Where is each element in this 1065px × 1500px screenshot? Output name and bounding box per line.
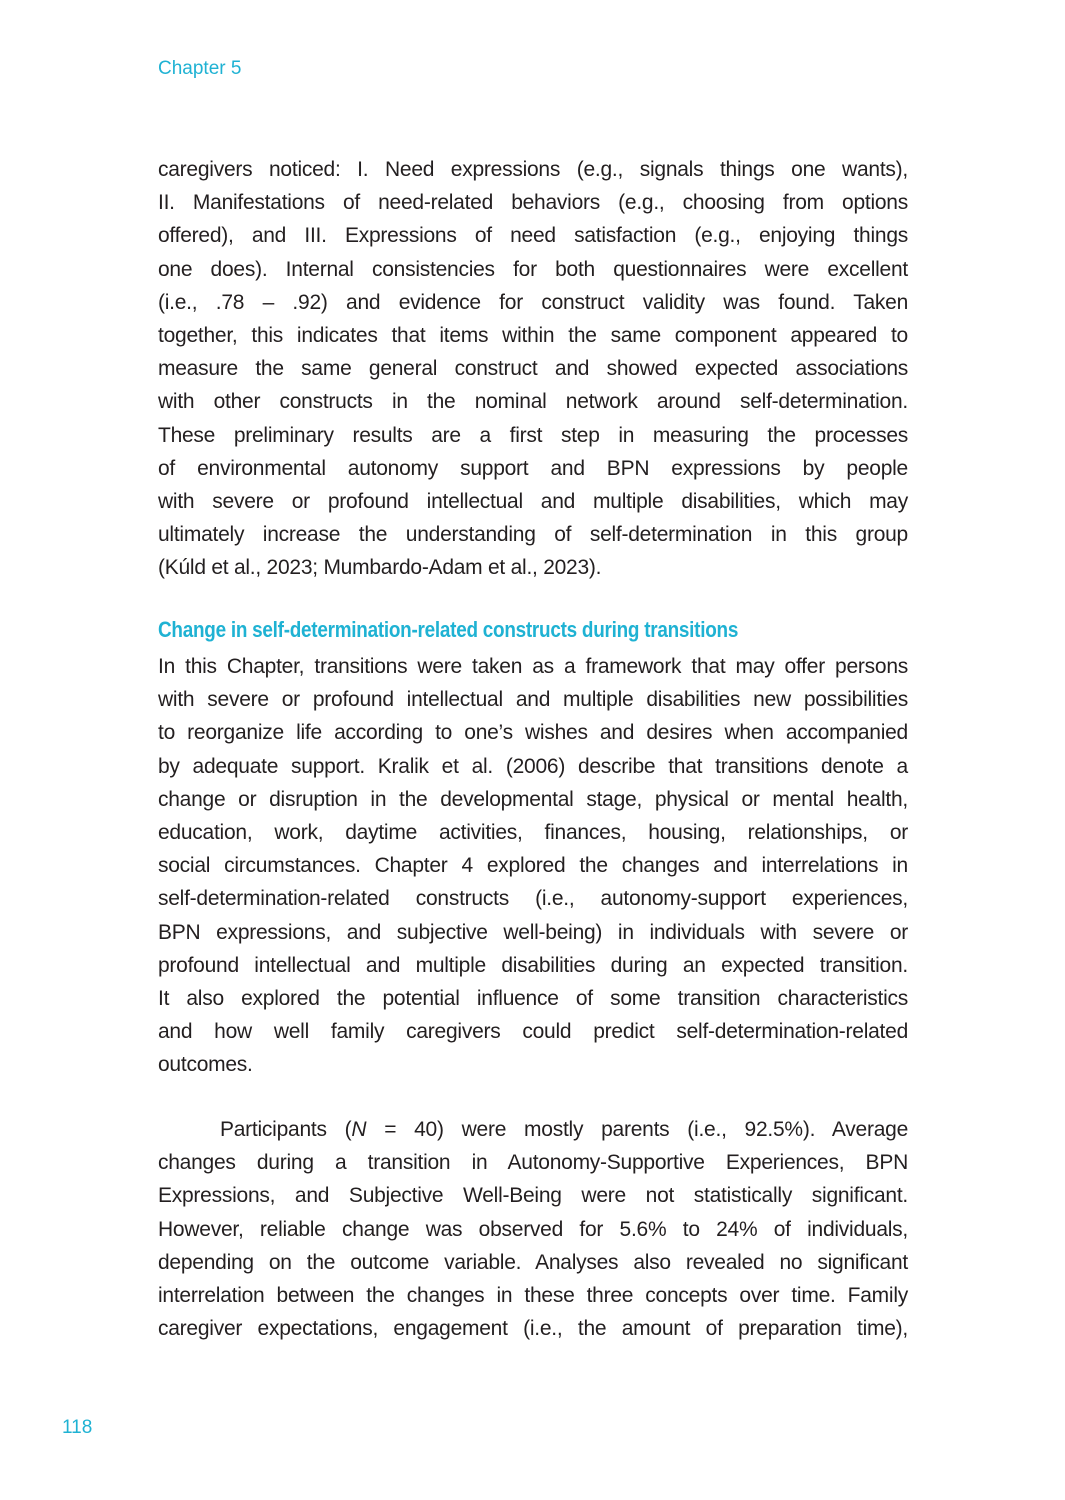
text-segment: Participants ( [220, 1118, 352, 1141]
text-line: with severe or profound intellectual and multiple disabilities, which may [158, 489, 908, 513]
text-line: and how well family caregivers could predict self-determination-related [158, 1020, 908, 1044]
text-line: profound intellectual and multiple disabilities during an expected transition. [158, 953, 908, 977]
text-line: interrelation between the changes in these three concepts over time. Family [158, 1283, 908, 1307]
text-line: II. Manifestations of need-related behaviors (e.g., choosing from options [158, 191, 908, 215]
text-line: BPN expressions, and subjective well-being) in individuals with severe or [158, 920, 908, 944]
text-line: changes during a transition in Autonomy-Supportive Experiences, BPN [158, 1151, 908, 1175]
text-segment: = 40) were mostly parents (i.e., 92.5%). Average [366, 1118, 909, 1141]
text-line: depending on the outcome variable. Analyses also revealed no significant [158, 1250, 908, 1274]
text-line: (Kúld et al., 2023; Mumbardo-Adam et al., 2023). [158, 556, 602, 580]
text-line: (i.e., .78 – .92) and evidence for construct validity was found. Taken [158, 290, 908, 314]
text-line: measure the same general construct and showed expected associations [158, 357, 908, 381]
text-line: social circumstances. Chapter 4 explored the changes and interrelations in [158, 854, 908, 878]
text-line: one does). Internal consistencies for both questionnaires were excellent [158, 257, 908, 281]
paragraph-1 [158, 153, 908, 584]
text-line: change or disruption in the developmental stage, physical or mental health, [158, 787, 908, 811]
text-line: caregivers noticed: I. Need expressions (e.g., signals things one wants), [158, 158, 908, 181]
text-line: self-determination-related constructs (i.e., autonomy-support experiences, [158, 887, 908, 911]
text-line: together, this indicates that items within the same component appeared to [158, 323, 908, 347]
text-line: by adequate support. Kralik et al. (2006) describe that transitions denote a [158, 754, 908, 778]
text-line: offered), and III. Expressions of need satisfaction (e.g., enjoying things [158, 224, 908, 248]
page-number: 118 [62, 1417, 93, 1438]
italic-n: N [351, 1118, 367, 1141]
paragraph-2 [158, 650, 908, 1081]
section-heading: Change in self-determination-related constructs during transitions [158, 617, 739, 642]
text-line: with other constructs in the nominal network around self-determination. [158, 390, 908, 414]
text-line: with severe or profound intellectual and multiple disabilities new possibilities [158, 688, 908, 712]
text-line: education, work, daytime activities, finances, housing, relationships, or [158, 820, 908, 844]
text-line: It also explored the potential influence of some transition characteristics [158, 986, 908, 1010]
text-line: These preliminary results are a first step in measuring the processes [158, 423, 908, 447]
text-line: caregiver expectations, engagement (i.e., the amount of preparation time), [158, 1317, 908, 1341]
text-line: outcomes. [158, 1053, 253, 1077]
text-line: However, reliable change was observed for 5.6% to 24% of individuals, [158, 1217, 908, 1241]
text-line: of environmental autonomy support and BPN expressions by people [158, 456, 908, 480]
text-line: In this Chapter, transitions were taken as a framework that may offer persons [158, 655, 908, 678]
text-line [158, 1113, 908, 1146]
text-line: Expressions, and Subjective Well-Being were not statistically significant. [158, 1184, 908, 1208]
text-line: to reorganize life according to one’s wishes and desires when accompanied [158, 721, 908, 745]
paragraph-3 [158, 1113, 908, 1345]
running-head: Chapter 5 [158, 58, 242, 79]
text-line: ultimately increase the understanding of self-determination in this group [158, 523, 908, 547]
